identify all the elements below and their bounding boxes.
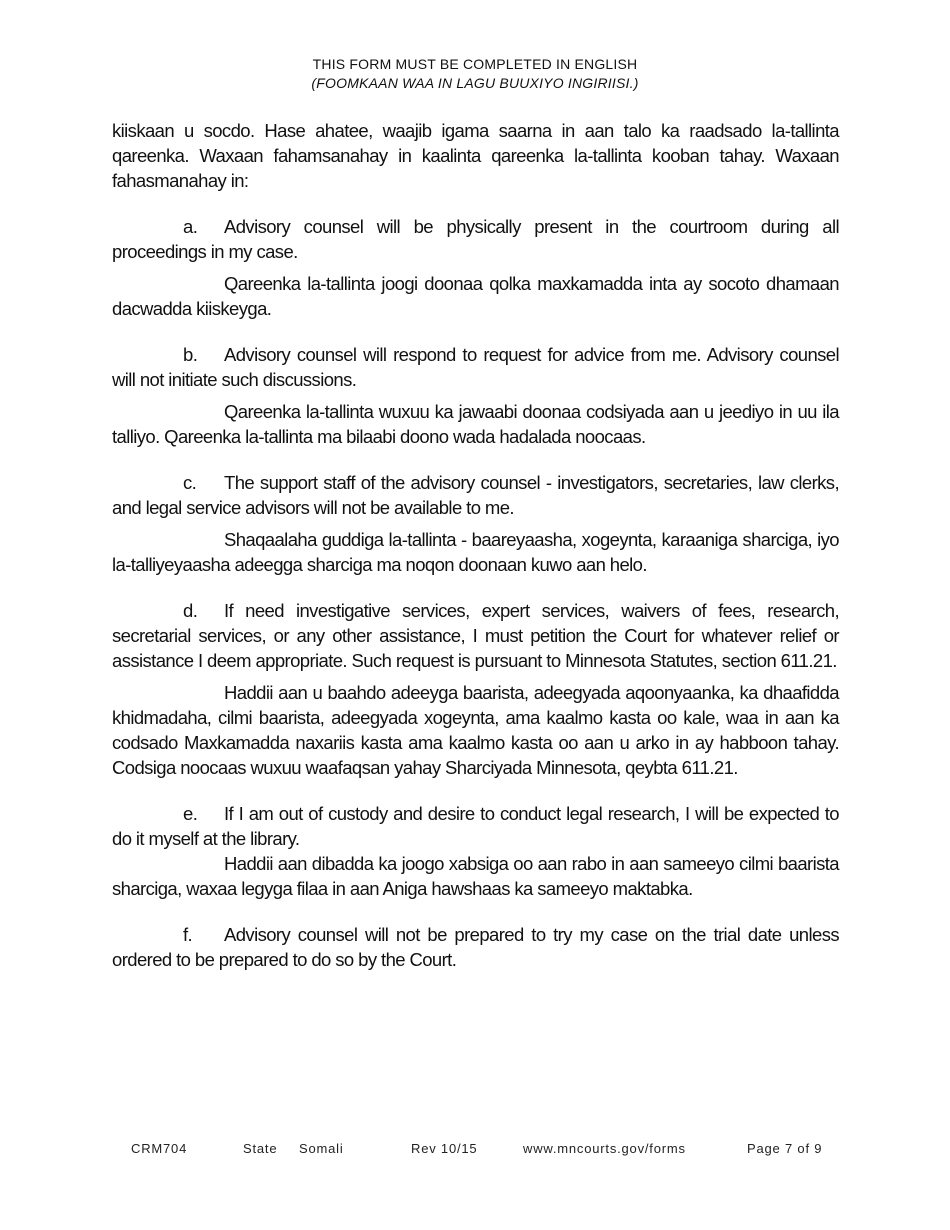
item-a-english: [112, 214, 839, 264]
item-e-letter: e.: [183, 803, 198, 824]
footer-language: Somali: [299, 1141, 344, 1156]
item-a-letter: a.: [183, 216, 198, 237]
footer-revision: Rev 10/15: [411, 1141, 478, 1156]
item-a-somali-text: Qareenka la-tallinta joogi doonaa qolka maxkamadda inta ay socoto dhamaan dacwadda kiiskeyga.: [112, 273, 839, 319]
item-d-somali: [112, 680, 839, 780]
item-c-somali: [112, 527, 839, 577]
item-b-english-text: Advisory counsel will respond to request for advice from me. Advisory counsel will not initiate such discussions.: [112, 344, 839, 390]
form-id: CRM704: [131, 1141, 188, 1156]
item-d-somali-text: Haddii aan u baahdo adeeyga baarista, adeegyada aqoonyaanka, ka dhaafidda khidmadaha, cilmi baarista, adeegyada xogeynta, ama kaalmo kasta oo kale, waa in aan ka codsado Maxkamadda naxariis kasta ama kaalmo kasta oo aan u arko in ay habboon tahay. Codsiga noocaas wuxuu waafaqsan yahay Sharciyada Minnesota, qeybta 611.21.: [112, 682, 839, 778]
item-f-english-text: Advisory counsel will not be prepared to try my case on the trial date unless ordered to be prepared to do so by the Court.: [112, 924, 839, 970]
footer-jurisdiction: State: [243, 1141, 278, 1156]
page-header: [0, 55, 950, 93]
item-d-english-text: If need investigative services, expert services, waivers of fees, research, secretarial services, or any other assistance, I must petition the Court for whatever relief or assistance I deem appropriate. Such request is pursuant to Minnesota Statutes, section 611.21.: [112, 600, 839, 671]
item-d-letter: d.: [183, 600, 198, 621]
item-e-english: [112, 801, 839, 851]
item-b-somali-text: Qareenka la-tallinta wuxuu ka jawaabi doonaa codsiyada aan u jeediyo in uu ila talliyo. Qareenka la-tallinta ma bilaabi doono wada hadalada noocaas.: [112, 401, 839, 447]
form-language-notice: THIS FORM MUST BE COMPLETED IN ENGLISH: [312, 56, 638, 72]
item-e-somali-text: Haddii aan dibadda ka joogo xabsiga oo aan rabo in aan sameeyo cilmi baarista sharciga, waxaa legyga filaa in aan Aniga hawshaas ka sameeyo maktabka.: [112, 853, 839, 899]
item-b-english: [112, 342, 839, 392]
item-c-english: [112, 470, 839, 520]
item-f-english: [112, 922, 839, 972]
item-c-english-text: The support staff of the advisory counsel - investigators, secretaries, law clerks, and legal service advisors will not be available to me.: [112, 472, 839, 518]
item-e-somali: [112, 851, 839, 901]
form-language-notice-somali: (FOOMKAAN WAA IN LAGU BUUXIYO INGIRIISI.): [311, 75, 639, 91]
item-b-letter: b.: [183, 344, 198, 365]
item-f-letter: f.: [183, 924, 193, 945]
item-c-somali-text: Shaqaalaha guddiga la-tallinta - baareyaasha, xogeynta, karaaniga sharciga, iyo la-talliyeyaasha adeegga sharciga ma noqon doonaan kuwo aan helo.: [112, 529, 839, 575]
item-c-letter: c.: [183, 472, 197, 493]
page-number: Page 7 of 9: [747, 1141, 823, 1156]
intro-paragraph: kiiskaan u socdo. Hase ahatee, waajib igama saarna in aan talo ka raadsado la-tallinta qareenka. Waxaan fahamsanahay in kaalinta qareenka la-tallinta kooban tahay. Waxaan fahasmanahay in:: [112, 120, 839, 191]
form-body: [112, 118, 839, 979]
item-a-somali: [112, 271, 839, 321]
item-a-english-text: Advisory counsel will be physically present in the courtroom during all proceedings in my case.: [112, 216, 839, 262]
footer-url: www.mncourts.gov/forms: [523, 1141, 686, 1156]
item-d-english: [112, 598, 839, 673]
item-b-somali: [112, 399, 839, 449]
item-e-english-text: If I am out of custody and desire to conduct legal research, I will be expected to do it myself at the library.: [112, 803, 839, 849]
